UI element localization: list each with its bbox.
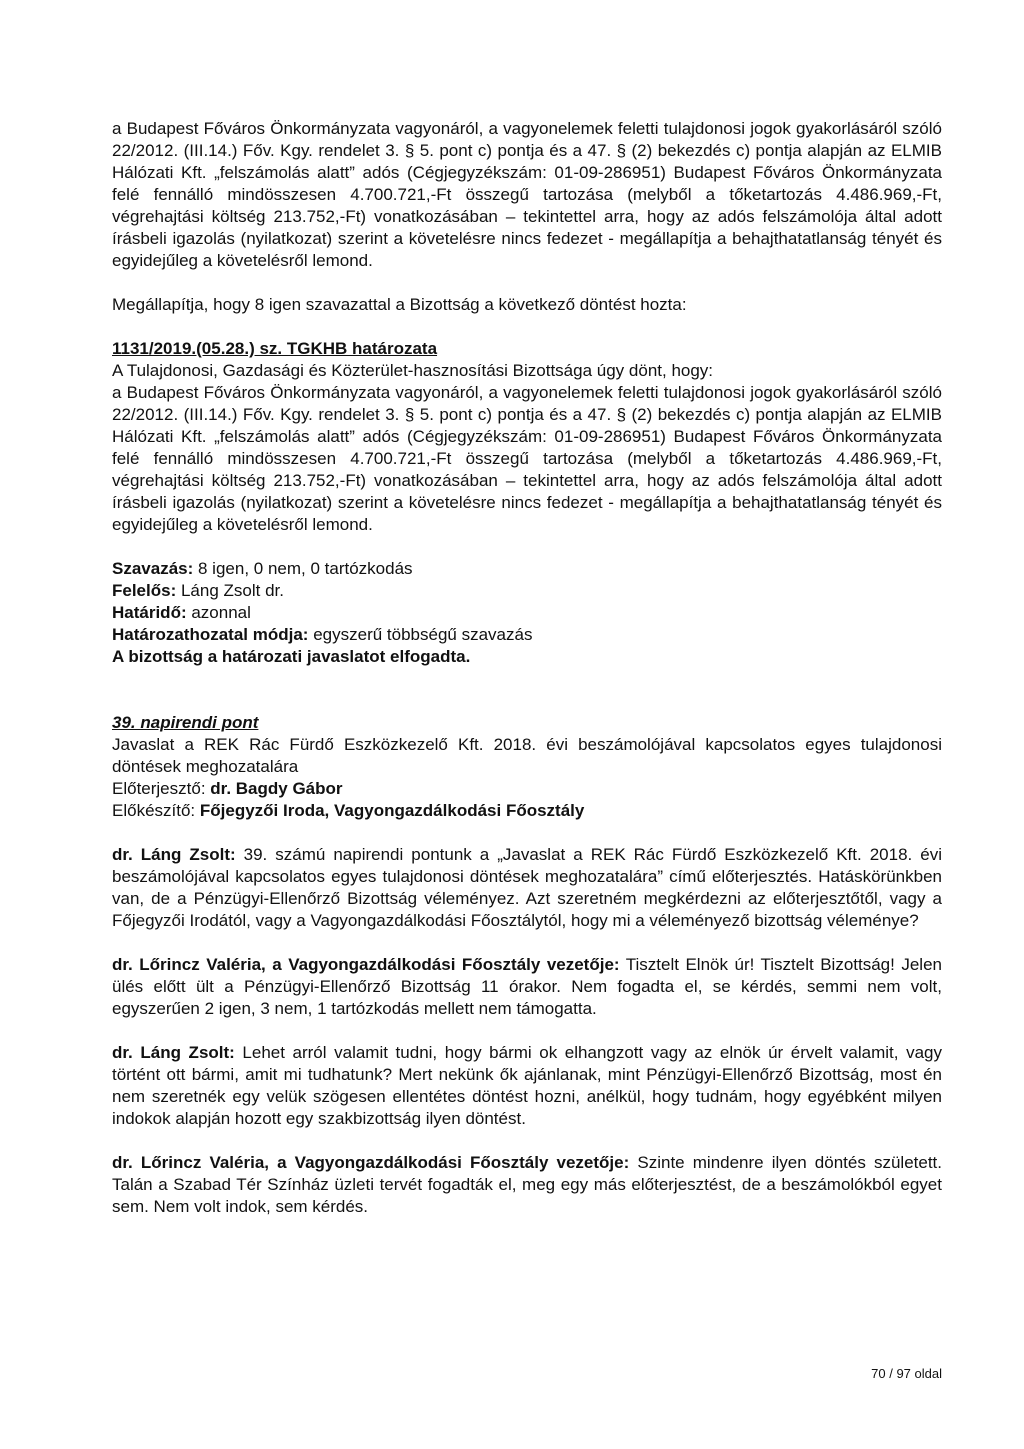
agenda-heading: [112, 712, 942, 734]
resolution-number-text: 1131/2019.(05.28.) sz. TGKHB határozata: [112, 339, 438, 358]
resolution-body: a Budapest Főváros Önkormányzata vagyonáról, a vagyonelemek feletti tulajdonosi jogok gyakorlásáról szóló 22/2012. (III.14.) Főv. Kgy. rendelet 3. § 5. pont c) pontja és a 47. § (2) bekezdés c) pontja alapján az ELMIB Hálózati Kft. „felszámolás alatt” adós (Cégjegyzékszám: 01-09-286951) Budapest Főváros Önkormányzata felé fennálló mindösszesen 4.700.721,-Ft összegű tartozása (melyből a tőketartozás 4.486.969,-Ft, végrehajtási költség 213.752,-Ft) vonatkozásában – tekintettel arra, hogy az adós felszámolója által adott írásbeli igazolás (nyilatkozat) szerint a követelésre nincs fedezet - megállapítja a behajthatatlanság tényét és egyidejűleg a követelésről lemond.: [112, 383, 942, 534]
deadline-label: Határidő:: [112, 603, 187, 622]
decision-method: [112, 624, 942, 646]
responsible-label: Felelős:: [112, 581, 177, 600]
agenda-heading-text: 39. napirendi pont: [112, 713, 259, 732]
decision-method-value: egyszerű többségű szavazás: [308, 625, 533, 644]
vote-result: [112, 558, 942, 580]
speech: 39. számú napirendi pontunk a „Javaslat a REK Rác Fürdő Eszközkezelő Kft. 2018. évi beszámolójával kapcsolatos egyes tulajdonosi döntések meghozatalára” című előterjesztés. Hatáskörünkben van, de a Pénzügyi-Ellenőrző Bizottság véleményez. Azt szeretném megkérdezni az előterjesztőtől, vagy a Főjegyzői Irodától, vagy a Vagyongazdálkodási Főosztálytól, hogy mi a véleményező bizottság véleménye?: [112, 845, 942, 930]
deadline-value: azonnal: [186, 603, 251, 622]
speech: Szinte mindenre ilyen döntés született. Talán a Szabad Tér Színház üzleti tervét fogadták el, meg egy más előterjesztést, de a beszámolókból egyet sem. Nem volt indok, sem kérdés.: [112, 1153, 942, 1216]
vote-result-label: Szavazás:: [112, 559, 194, 578]
decision-method-label: Határozathozatal módja:: [112, 625, 309, 644]
outcome: [112, 646, 942, 668]
outcome-text: A bizottság a határozati javaslatot elfogadta.: [112, 647, 471, 666]
speaker: dr. Láng Zsolt:: [112, 1043, 235, 1062]
dialogue-item: [112, 844, 942, 932]
preparer-value: Főjegyzői Iroda, Vagyongazdálkodási Főosztály: [199, 801, 585, 820]
document-page: [112, 118, 942, 1218]
speaker: dr. Láng Zsolt:: [112, 845, 236, 864]
speaker: dr. Lőrincz Valéria, a Vagyongazdálkodási Főosztály vezetője:: [112, 1153, 630, 1172]
paragraph-preamble: a Budapest Főváros Önkormányzata vagyonáról, a vagyonelemek feletti tulajdonosi jogok gyakorlásáról szóló 22/2012. (III.14.) Főv. Kgy. rendelet 3. § 5. pont c) pontja és a 47. § (2) bekezdés c) pontja alapján az ELMIB Hálózati Kft. „felszámolás alatt” adós (Cégjegyzékszám: 01-09-286951) Budapest Főváros Önkormányzata felé fennálló mindösszesen 4.700.721,-Ft összegű tartozása (melyből a tőketartozás 4.486.969,-Ft, végrehajtási költség 213.752,-Ft) vonatkozásában – tekintettel arra, hogy az adós felszámolója által adott írásbeli igazolás (nyilatkozat) szerint a követelésre nincs fedezet - megállapítja a behajthatatlanság tényét és egyidejűleg a követelésről lemond.: [112, 119, 942, 270]
dialogue-item: [112, 1042, 942, 1130]
speech: Tisztelt Elnök úr! Tisztelt Bizottság! Jelen ülés előtt ült a Pénzügyi-Ellenőrző Bizottság 11 órakor. Nem fogadta el, se kérdés, semmi nem volt, egyszerűen 2 igen, 3 nem, 1 tartózkodás mellett nem támogatta.: [112, 955, 942, 1018]
resolution-number: [112, 338, 942, 360]
preparer: [112, 800, 942, 822]
presenter: [112, 778, 942, 800]
presenter-label: Előterjesztő:: [112, 779, 211, 798]
speech: Lehet arról valamit tudni, hogy bármi ok elhangzott vagy az elnök úr érvelt valamit, vagy történt ott bármi, amit mi tudhatunk? Mert nekünk ők ajánlanak, mint Pénzügyi-Ellenőrző Bizottság, most én nem szeretnék egy velük szögesen ellentétes döntést hozni, anélkül, hogy tudnám, hogy egyébként milyen indokok alapján hozott egy szakbizottság ilyen döntést.: [112, 1043, 942, 1128]
agenda-title: Javaslat a REK Rác Fürdő Eszközkezelő Kft. 2018. évi beszámolójával kapcsolatos egyes tulajdonosi döntések meghozatalára: [112, 735, 942, 776]
responsible-value: Láng Zsolt dr.: [176, 581, 284, 600]
speaker: dr. Lőrincz Valéria, a Vagyongazdálkodási Főosztály vezetője:: [112, 955, 620, 974]
deadline: [112, 602, 942, 624]
presenter-value: dr. Bagdy Gábor: [210, 779, 343, 798]
resolution-intro: A Tulajdonosi, Gazdasági és Közterület-hasznosítási Bizottsága úgy dönt, hogy:: [112, 361, 714, 380]
responsible: [112, 580, 942, 602]
vote-result-value: 8 igen, 0 nem, 0 tartózkodás: [193, 559, 413, 578]
page-number: 70 / 97 oldal: [871, 1366, 942, 1381]
vote-intro: Megállapítja, hogy 8 igen szavazattal a Bizottság a következő döntést hozta:: [112, 295, 687, 314]
preparer-label: Előkészítő:: [112, 801, 200, 820]
dialogue-item: [112, 1152, 942, 1218]
dialogue-item: [112, 954, 942, 1020]
